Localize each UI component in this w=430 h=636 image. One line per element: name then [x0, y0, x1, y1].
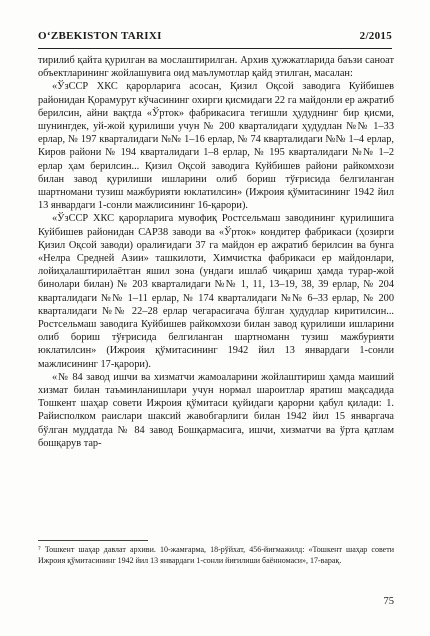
issue-number: 2/2015 [359, 30, 392, 42]
quote-paragraph-1: «ЎзССР ХКС қарорларига асосан, Қизил Оқсой заводига Куйбишев районидан Қорамурут кўчасининг охирги қисмидаги 22 га майдонли ер ажратиб берилсин, айни вақтда «Ўрток» фабрикасига тегишли ҳудуднинг бир қисми, шунингдек, уй-жой қурилиши учун № 200 кварталидаги ҳудудлан №№ 1–33 ерлар, № 197 кварталидаги №№ 1–16 ерлар, № 74 кварталидаги №№ 1–4 ерлар, Киров райони № 194 кварталидаги 1–8 ерлар, № 195 кварталидаги №№ 1–2 ерлар ҳам берилсин... Қизил Оқсой заводига Куйбишев райони райкомхози билан завод қурилиши ишларини олиб бориш тўғрисида белгиланган шартномани тузиш мажбурияти юклатилсин» (Ижроия қўмитасининг 1942 йил 13 январдаги 1-сонли мажлисининг 16-қарори). [38, 81, 394, 212]
running-header [38, 30, 392, 46]
paragraph-intro: тирилиб қайта қурилган ва мослаштирилган. Архив ҳужжатларида баъзи саноат объектларининг жойлашувига оид маълумотлар қайд этилган, масалан: [38, 55, 394, 80]
footnote-rule [38, 540, 148, 541]
footnote: ⁷ Тошкент шаҳар давлат архиви. 10-жамғарма, 18-рўйхат, 456-йиғмажилд: «Тошкент шаҳар совети Ижроия қўмитасининг 1942 йил 13 январдаги 1-сонли йиғилиши баённомаси», 17-варақ. [38, 545, 394, 565]
main-text [38, 54, 394, 450]
journal-title: O‘ZBEKISTON TARIXI [38, 30, 162, 42]
header-rule [38, 48, 392, 49]
quote-paragraph-3: «№ 84 завод ишчи ва хизматчи жамоаларини жойлаштириш ҳамда маиший хизмат билан таъминланишлари учун нормал шароитлар яратиш мақсадида Тошкент шаҳар совети Ижроия қўмитаси қуйидаги қарорни қабул қилади: 1. Райисполком раислари шаксий жавобгарлиги билан 1942 йил 15 январгача бўлган муддатда № 84 завод Бошқармасига, ишчи, хизматчи ва ўрта қатлам бошқарув тар- [38, 371, 394, 449]
page-number: 75 [383, 596, 394, 607]
quote-paragraph-2: «ЎзССР ХКС қарорларига мувофиқ Ростсельмаш заводининг қурилишига Куйбишев районидан САР38 заводи ва «Ўрток» кондитер фабрикаси (ҳозирги Қизил Оқсой заводи) оралиғидаги 37 га майдон ер ажратиб берилсин ва бунга «Нелра Средней Азии» ташкилоти, Химчистка фабрикаси ер майдонлари, лойиҳалаштирилаётган яшил зона (ундаги ишлаб чиқариш ҳамда турар-жой бинолари билан) № 203 кварталидаги №№ 1, 11, 13–19, 38, 39 ерлар, № 204 кварталидаги №№ 1–11 ерлар, № 174 кварталидаги №№ 6–33 ерлар, № 200 кварталидаги №№ 22–28 ерлар чегарасигача бўлган ҳудудлар киритилсин... Ростсельмаш заводига Куйбишев райкомхози билан завод қурилиши ишларини олиб бориш тўғрисида белгиланган шартноманн тузиш мажбурияти юклатилсин» (Ижроия қўмитасининг 1942 йил 13 январдаги 1-сонли мажлисининг 17-қарори). [38, 213, 394, 370]
